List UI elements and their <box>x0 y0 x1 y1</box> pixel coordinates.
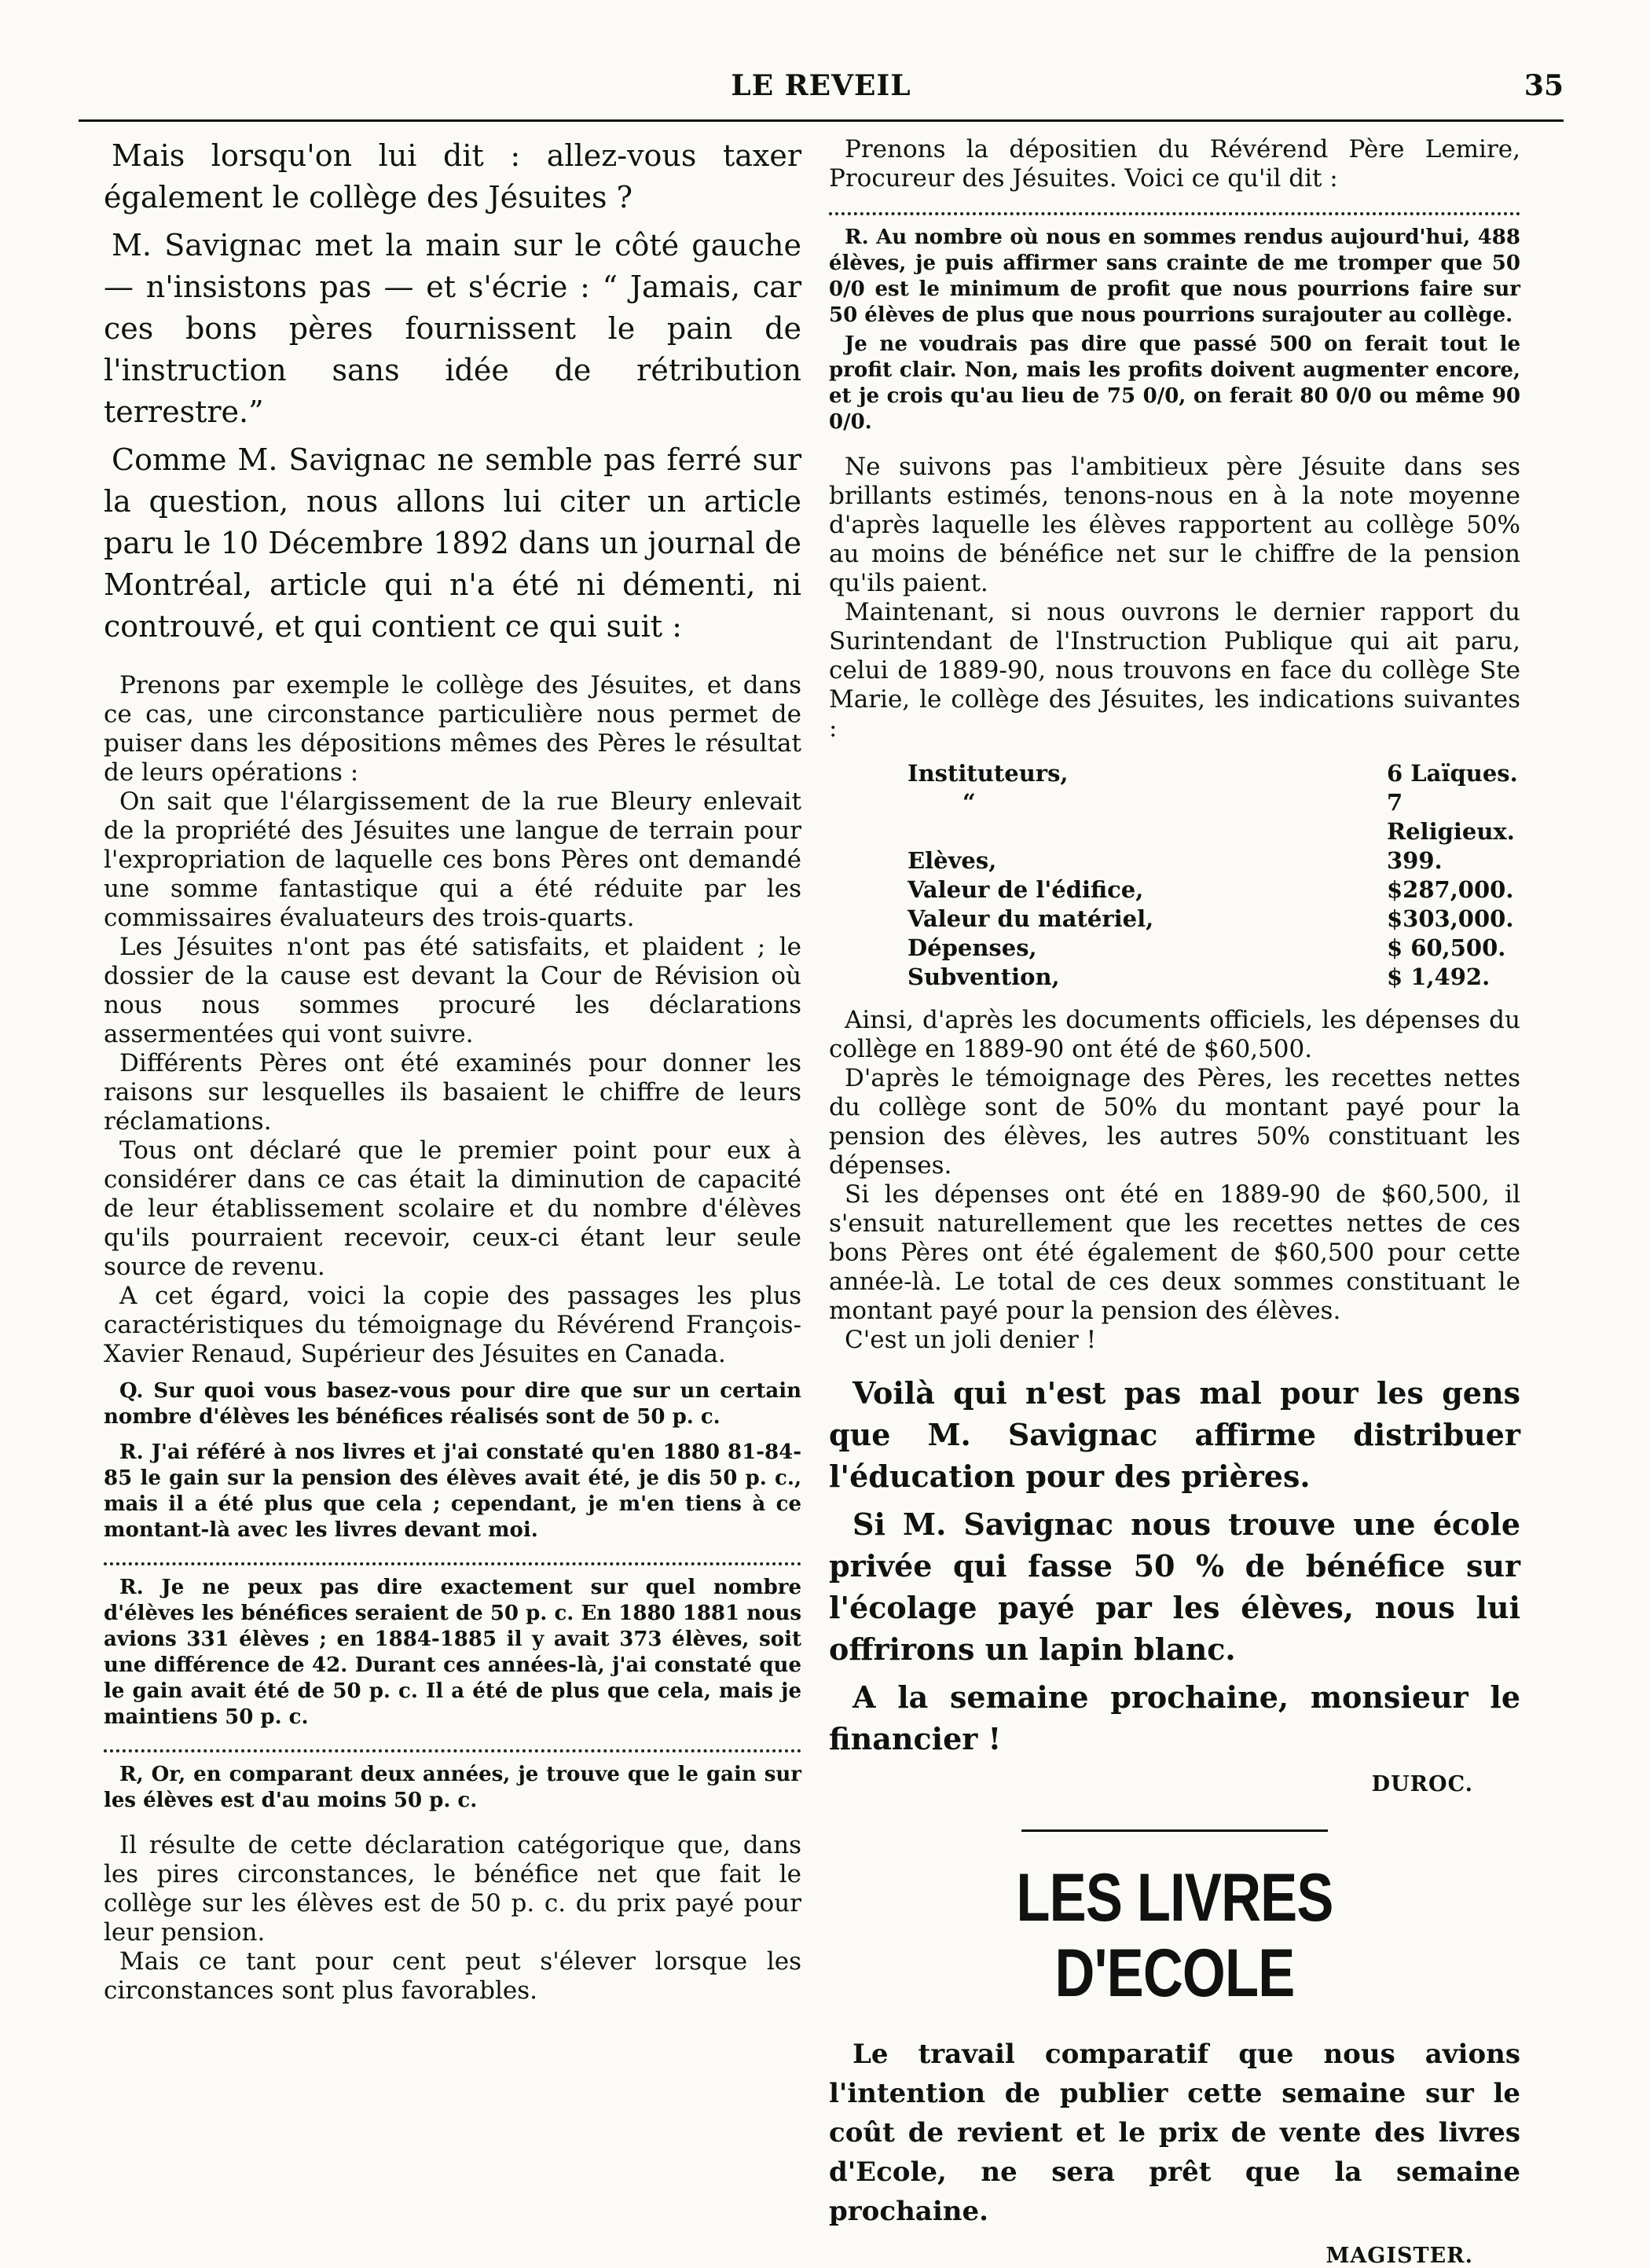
paragraph: Si les dépenses ont été en 1889-90 de $60,500, il s'ensuit naturellement que les recettes nettes de ces bons Pères ont été également de $60,500 pour cette année-là. Le total de ces deux sommes constituant le montant payé pour la pension des élèves. <box>829 1180 1520 1325</box>
right-column <box>829 135 1520 2268</box>
stat-label: Valeur de l'édifice, <box>908 876 1144 903</box>
table-row <box>908 846 1520 875</box>
quoted-paragraph: A cet égard, voici la copie des passages les plus caractéristiques du témoignage du Révérend François-Xavier Renaud, Supérieur des Jésuites en Canada. <box>104 1282 801 1368</box>
stat-value: 7 Religieux. <box>1387 789 1515 845</box>
stat-value: 399. <box>1387 847 1443 874</box>
quoted-paragraph: On sait que l'élargissement de la rue Bleury enlevait de la propriété des Jésuites une langue de terrain pour l'expropriation de laquelle ces bons Pères ont demandé une somme fantastique qui a été réduite par les commissaires évaluateurs des trois-quarts. <box>104 787 801 932</box>
stat-value: 6 Laïques. <box>1387 760 1518 787</box>
stat-label: Subvention, <box>908 963 1060 990</box>
paragraph: M. Savignac met la main sur le côté gauche — n'insistons pas — et s'écrie : “ Jamais, car ces bons pères fournissent le pain de l'instruction sans idée de rétribution terrestre.” <box>104 228 801 429</box>
table-row <box>908 788 1520 846</box>
paragraph: Prenons la dépositien du Révérend Père Lemire, Procureur des Jésuites. Voici ce qu'il dit : <box>829 135 1520 193</box>
paragraph: Maintenant, si nous ouvrons le dernier rapport du Surintendant de l'Instruction Publique qui ait paru, celui de 1889-90, nous trouvons en face du collège Ste Marie, le collège des Jésuites, les indications suivantes : <box>829 598 1520 743</box>
quoted-paragraph: Les Jésuites n'ont pas été satisfaits, et plaident ; le dossier de la cause est devant la Cour de Révision où nous nous sommes procuré les déclarations assermentées qui vont suivre. <box>104 933 801 1048</box>
stat-value: $287,000. <box>1387 876 1514 903</box>
quoted-paragraph: Mais ce tant pour cent peut s'élever lorsque les circonstances sont plus favorables. <box>104 1947 801 2005</box>
stat-value: $ 60,500. <box>1387 934 1506 961</box>
quoted-paragraph: Différents Pères ont été examinés pour donner les raisons sur lesquelles ils basaient le chiffre de leurs réclamations. <box>104 1049 801 1136</box>
stat-label: “ <box>962 789 976 816</box>
testimony-paragraph: R. Je ne peux pas dire exactement sur quel nombre d'élèves les bénéfices seraient de 50 p. c. En 1880 1881 nous avions 331 élèves ; en 1884-1885 il y avait 373 élèves, soit une différence de 42. Durant ces années-là, j'ai constaté que le gain avait été de 50 p. c. Il a été de plus que cela, mais je maintiens 50 p. c. <box>104 1576 801 1729</box>
table-row <box>908 759 1520 788</box>
paragraph: D'après le témoignage des Pères, les recettes nettes du collège sont de 50% du montant payé pour la pension des élèves, les autres 50% constituant les dépenses. <box>829 1064 1520 1180</box>
table-row <box>908 905 1520 934</box>
paragraph: Ainsi, d'après les documents officiels, les dépenses du collège en 1889-90 ont été de $60,500. <box>829 1006 1520 1063</box>
paragraph: C'est un joli denier ! <box>845 1326 1097 1354</box>
stat-label: Elèves, <box>908 847 997 874</box>
quoted-paragraph: Prenons par exemple le collège des Jésuites, et dans ce cas, une circonstance particulière nous permet de puiser dans les dépositions mêmes des Pères le résultat de leurs opérations : <box>104 671 801 787</box>
testimony-paragraph: Q. Sur quoi vous basez-vous pour dire que sur un certain nombre d'élèves les bénéfices réalisés sont de 50 p. c. <box>104 1379 801 1429</box>
paragraph: Comme M. Savignac ne semble pas ferré sur la question, nous allons lui citer un article paru le 10 Décembre 1892 dans un journal de Montréal, article qui n'a été ni démenti, ni controuvé, et qui contient ce qui suit : <box>104 442 801 644</box>
signature-magister: MAGISTER. <box>1326 2244 1473 2268</box>
testimony-paragraph: Je ne voudrais pas dire que passé 500 on ferait tout le profit clair. Non, mais les profits doivent augmenter encore, et je crois qu'au lieu de 75 0/0, on ferait 80 0/0 ou même 90 0/0. <box>829 332 1520 434</box>
quoted-paragraph: Il résulte de cette déclaration catégorique que, dans les pires circonstances, le bénéfice net que fait le collège sur les élèves est de 50 p. c. du prix payé pour leur pension. <box>104 1831 801 1947</box>
paragraph: Mais lorsqu'on lui dit : allez-vous taxer également le collège des Jésuites ? <box>104 138 801 215</box>
quoted-paragraph: Tous ont déclaré que le premier point pour eux à considérer dans ce cas était la diminution de capacité de leur établissement scolaire et du nombre d'élèves qu'ils pourraient recevoir, ceux-ci étant leur seule source de revenu. <box>104 1136 801 1281</box>
signature-duroc: DUROC. <box>1371 1772 1473 1796</box>
stat-label: Instituteurs, <box>908 760 1069 787</box>
dotted-separator <box>104 1553 801 1565</box>
table-row <box>908 934 1520 963</box>
paragraph: Voilà qui n'est pas mal pour les gens que M. Savignac affirme distribuer l'éducation pour des prières. <box>829 1375 1520 1494</box>
dotted-separator <box>104 1740 801 1752</box>
testimony-paragraph: R. Au nombre où nous en sommes rendus aujourd'hui, 488 élèves, je puis affirmer sans crainte de me tromper que 50 0/0 est le minimum de profit que nous pourrions faire sur 50 élèves de plus que nous pourrions surajouter au collège. <box>829 226 1520 327</box>
stat-value: $303,000. <box>1387 905 1514 932</box>
section-headline: LES LIVRES D'ECOLE <box>1016 1860 1333 2011</box>
stat-label: Valeur du matériel, <box>908 905 1154 932</box>
dotted-separator <box>829 203 1520 215</box>
left-column <box>104 135 801 2006</box>
paragraph: Ne suivons pas l'ambitieux père Jésuite dans ses brillants estimés, tenons-nous en à la note moyenne d'après laquelle les élèves rapportent au collège 50% au moins de bénéfice net sur le chiffre de la pension qu'ils paient. <box>829 453 1520 597</box>
paragraph: Si M. Savignac nous trouve une école privée qui fasse 50 % de bénéfice sur l'écolage payé par les élèves, nous lui offrirons un lapin blanc. <box>829 1506 1520 1667</box>
paragraph: Le travail comparatif que nous avions l'intention de publier cette semaine sur le coût de revient et le prix de vente des livres d'Ecole, ne sera prêt que la semaine prochaine. <box>829 2039 1520 2227</box>
table-row <box>908 875 1520 905</box>
journal-title: LE REVEIL <box>731 69 911 102</box>
page-number: 35 <box>1524 69 1564 102</box>
stat-label: Dépenses, <box>908 934 1037 961</box>
stat-value: $ 1,492. <box>1387 963 1490 990</box>
testimony-paragraph: R, Or, en comparant deux années, je trouve que le gain sur les élèves est d'au moins 50 p. c. <box>104 1763 801 1812</box>
table-row <box>908 963 1520 992</box>
section-divider <box>1021 1829 1328 1832</box>
paragraph: A la semaine prochaine, monsieur le financier ! <box>829 1679 1520 1756</box>
stats-table <box>908 759 1520 992</box>
testimony-paragraph: R. J'ai référé à nos livres et j'ai constaté qu'en 1880 81-84-85 le gain sur la pension des élèves avait été, je dis 50 p. c., mais il a été plus que cela ; cependant, je m'en tiens à ce montant-là avec les livres devant moi. <box>104 1440 801 1542</box>
page-header <box>79 64 1564 122</box>
